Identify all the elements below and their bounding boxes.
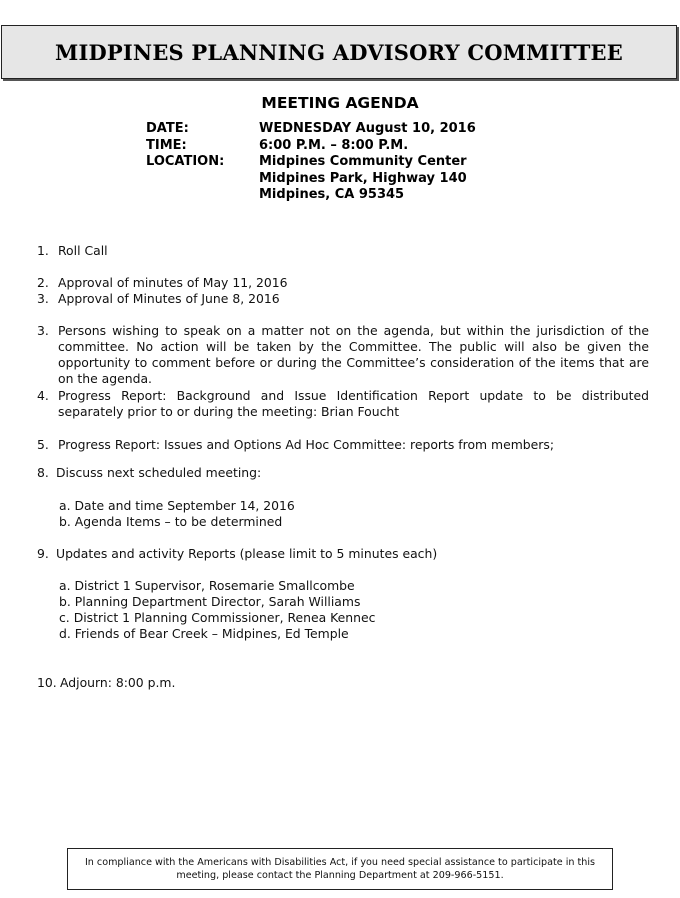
report-subitem-b: b. Planning Department Director, Sarah Williams [59, 594, 361, 609]
item-text: Persons wishing to speak on a matter not on the agenda, but within the jurisdiction of the committee. No action will be taken by the Committee. The public will also be given the opportunity to comment before or during the Committee’s consideration of the items that are on the agenda. [58, 323, 649, 386]
item-text: Discuss next scheduled meeting: [56, 465, 262, 480]
item-number: 3. [37, 291, 49, 306]
location-line-3: Midpines, CA 95345 [259, 187, 405, 202]
location-label: LOCATION: [146, 154, 225, 169]
item-number: 3. [37, 323, 49, 338]
item-number: 8. [37, 465, 49, 480]
agenda-item-updates [37, 546, 649, 562]
item-number: 4. [37, 388, 49, 403]
date-row [146, 121, 476, 138]
agenda-item-adjourn [37, 675, 649, 691]
agenda-item-minutes-june [37, 291, 649, 307]
report-subitem-d: d. Friends of Bear Creek – Midpines, Ed Temple [59, 626, 349, 641]
title-banner [1, 25, 677, 79]
date-value: WEDNESDAY August 10, 2016 [259, 121, 476, 136]
location-line-2: Midpines Park, Highway 140 [259, 170, 467, 186]
item-text: Adjourn: 8:00 p.m. [60, 675, 176, 690]
item-text: Updates and activity Reports (please limit to 5 minutes each) [56, 546, 438, 561]
agenda-item-next-meeting [37, 465, 649, 481]
next-meeting-subitem-a: a. Date and time September 14, 2016 [59, 498, 295, 513]
item-number: 10. [37, 675, 57, 690]
location-row-3 [146, 187, 476, 204]
report-subitem-c: c. District 1 Planning Commissioner, Renea Kennec [59, 610, 376, 625]
ada-notice: In compliance with the Americans with Disabilities Act, if you need special assistance to participate in this meeting, please contact the Planning Department at 209-966-5151. [67, 848, 613, 890]
location-row [146, 154, 476, 171]
next-meeting-subitem-b: b. Agenda Items – to be determined [59, 514, 283, 529]
committee-title: MIDPINES PLANNING ADVISORY COMMITTEE [55, 39, 623, 65]
agenda-item-roll-call [37, 243, 649, 259]
agenda-heading: MEETING AGENDA [261, 94, 419, 112]
item-number: 2. [37, 275, 49, 290]
time-label: TIME: [146, 137, 187, 153]
location-row-2 [146, 171, 476, 188]
item-text: Approval of minutes of May 11, 2016 [58, 275, 288, 290]
meeting-details [146, 121, 476, 204]
agenda-item-ad-hoc-report [37, 437, 649, 453]
item-text: Approval of Minutes of June 8, 2016 [58, 291, 280, 306]
agenda-item-public-comment [37, 323, 649, 387]
item-number: 1. [37, 243, 49, 258]
agenda-item-minutes-may [37, 275, 649, 291]
item-number: 5. [37, 437, 49, 452]
report-subitem-a: a. District 1 Supervisor, Rosemarie Smallcombe [59, 578, 355, 593]
item-text: Progress Report: Background and Issue Identification Report update to be distributed separately prior to or during the meeting: Brian Foucht [58, 388, 649, 419]
item-number: 9. [37, 546, 49, 561]
time-row [146, 138, 476, 155]
date-label: DATE: [146, 121, 189, 136]
agenda-item-background-report [37, 388, 649, 420]
time-value: 6:00 P.M. – 8:00 P.M. [259, 137, 409, 153]
item-text: Progress Report: Issues and Options Ad Hoc Committee: reports from members; [58, 437, 555, 452]
item-text: Roll Call [58, 243, 108, 258]
location-line-1: Midpines Community Center [259, 154, 467, 169]
